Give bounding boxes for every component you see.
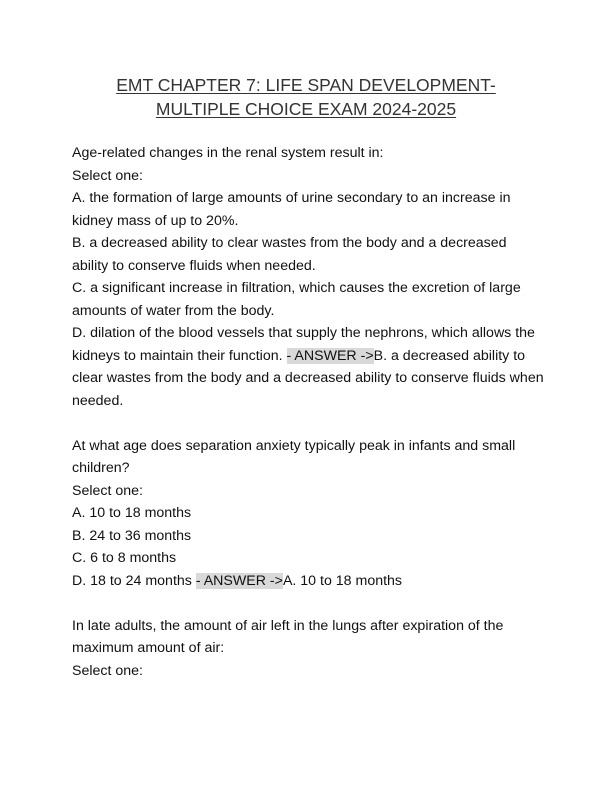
question-1 [72, 142, 544, 412]
answer-tag: - ANSWER -> [286, 347, 374, 364]
question-2 [72, 435, 544, 593]
answer-text: B. a decreased ability to clear wastes from the body and a decreased ability to conserve fluids when needed. [72, 347, 544, 409]
select-one-label: Select one: [72, 167, 143, 184]
option-c: C. 6 to 8 months [72, 550, 177, 566]
answer-tag: - ANSWER -> [195, 572, 283, 589]
document-title: EMT CHAPTER 7: LIFE SPAN DEVELOPMENT- MULTIPLE CHOICE EXAM 2024-2025 [116, 75, 496, 119]
option-d: D. dilation of the blood vessels that supply the nephrons, which allows the kidneys to maintain their function. [72, 325, 535, 364]
option-d-with-answer [72, 570, 544, 593]
option-a: A. 10 to 18 months [72, 505, 192, 521]
document-body [72, 142, 544, 705]
option-d-with-answer [72, 322, 544, 412]
question-prompt: In late adults, the amount of air left in the lungs after expiration of the maximum amount of air: [72, 617, 504, 656]
select-one-label: Select one: [72, 482, 143, 499]
question-prompt: At what age does separation anxiety typically peak in infants and small children? [72, 437, 516, 476]
option-b: B. a decreased ability to clear wastes from the body and a decreased ability to conserve fluids when needed. [72, 235, 507, 274]
answer-text: A. 10 to 18 months [282, 572, 403, 589]
option-c: C. a significant increase in filtration, which causes the excretion of large amounts of water from the body. [72, 280, 521, 319]
question-prompt: Age-related changes in the renal system result in: [72, 145, 384, 161]
question-3 [72, 615, 544, 683]
option-d: D. 18 to 24 months [72, 572, 192, 589]
select-one-label: Select one: [72, 662, 143, 679]
option-b: B. 24 to 36 months [72, 527, 192, 544]
option-a: A. the formation of large amounts of urine secondary to an increase in kidney mass of up to 20%. [72, 190, 511, 229]
